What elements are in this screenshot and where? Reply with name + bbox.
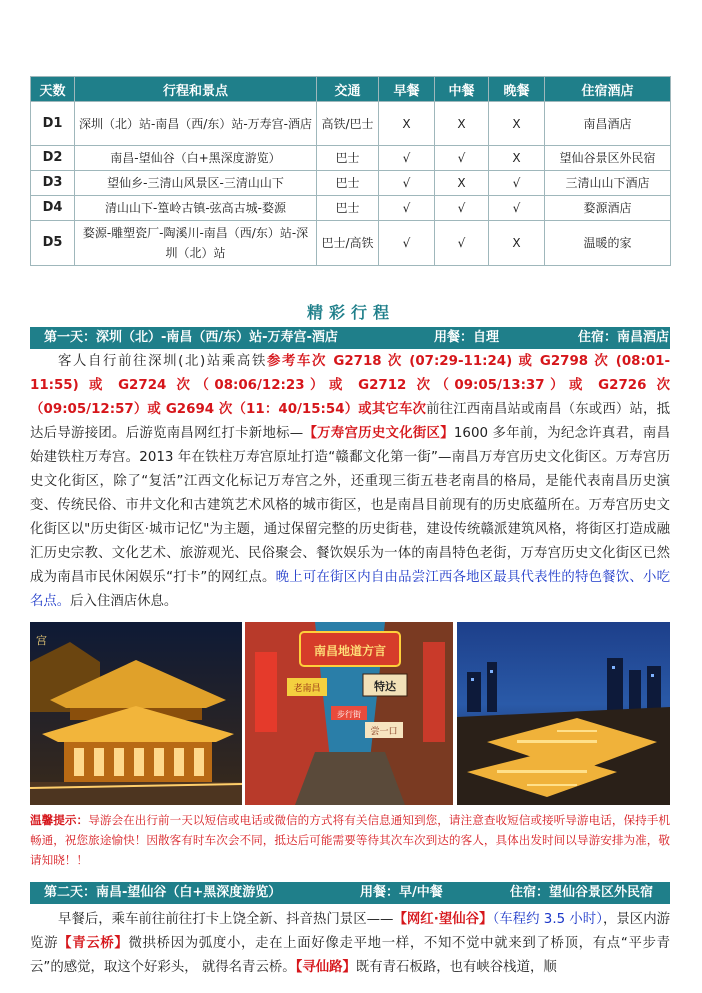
cell-route: 南昌-望仙谷（白+黑深度游览） bbox=[75, 146, 317, 171]
header-day: 天数 bbox=[31, 77, 75, 102]
cell-hotel: 温暖的家 bbox=[545, 221, 671, 266]
table-row bbox=[31, 196, 671, 221]
photo1-sign: 宫 bbox=[36, 634, 47, 647]
header-breakfast: 早餐 bbox=[379, 77, 435, 102]
cell-hotel: 三清山山下酒店 bbox=[545, 171, 671, 196]
day2-header-bar bbox=[30, 882, 670, 904]
day1-train-list: 参考车次 G2718 次 (07:29-11:24) 或 G2798 次 (08:01-11:55) 或 G2724 次（08:06/12:23）或 G2712 次（09:05/13:37）或 G2726 次（09:05/12:57）或 G2694 次（11：40/15:54）或其它车次 bbox=[30, 354, 671, 417]
table-row bbox=[31, 171, 671, 196]
itinerary-table bbox=[30, 76, 671, 266]
cell-transport: 巴士 bbox=[317, 196, 379, 221]
day2-description bbox=[30, 908, 670, 980]
day1-stay: 住宿：南昌酒店 bbox=[578, 330, 670, 345]
photo2-sign-teda: 特达 bbox=[374, 680, 396, 693]
day2-drive-time: （车程约 3.5 小时） bbox=[492, 912, 603, 927]
cell-route: 清山山下-篁岭古镇-弦高古城-婺源 bbox=[75, 196, 317, 221]
cell-lunch: X bbox=[435, 102, 489, 146]
day2-highlight-wangxiangu: 【网红·望仙谷】 bbox=[393, 912, 493, 927]
day1-description bbox=[30, 350, 670, 614]
cell-dinner: √ bbox=[489, 196, 545, 221]
photo2-sign-oldnanchang: 老南昌 bbox=[293, 684, 321, 694]
table-header-row bbox=[31, 77, 671, 102]
cell-day: D3 bbox=[31, 171, 75, 196]
header-hotel: 住宿酒店 bbox=[545, 77, 671, 102]
cell-breakfast: √ bbox=[379, 196, 435, 221]
cell-breakfast: √ bbox=[379, 146, 435, 171]
photo-wanshougong-night bbox=[30, 622, 242, 805]
day2-highlight-qingyunqiao: 【青云桥】 bbox=[58, 936, 129, 951]
photo2-sign-dialect: 南昌地道方言 bbox=[313, 644, 387, 658]
photo-nanchang-street bbox=[245, 622, 453, 805]
cell-route: 深圳（北）站-南昌（西/东）站-万寿宫-酒店 bbox=[75, 102, 317, 146]
table-row bbox=[31, 102, 671, 146]
cell-breakfast: √ bbox=[379, 171, 435, 196]
day2-xunxianlu-desc: 既有青石板路，也有峡谷栈道，顺 bbox=[355, 960, 557, 975]
cell-day: D4 bbox=[31, 196, 75, 221]
cell-day: D5 bbox=[31, 221, 75, 266]
cell-breakfast: X bbox=[379, 102, 435, 146]
cell-transport: 巴士/高铁 bbox=[317, 221, 379, 266]
day1-meal: 用餐：自理 bbox=[434, 330, 500, 345]
header-lunch: 中餐 bbox=[435, 77, 489, 102]
cell-transport: 巴士 bbox=[317, 171, 379, 196]
cell-route: 婺源-雕塑瓷厂-陶溪川-南昌（西/东）站-深圳（北）站 bbox=[75, 221, 317, 266]
section-title: 精彩行程 bbox=[306, 303, 395, 322]
day1-evening-note: 晚上可在街区内自由品尝江西各地区最具代表性的特色餐饮、小吃名点。 bbox=[30, 570, 671, 609]
table-row bbox=[31, 146, 671, 171]
cell-breakfast: √ bbox=[379, 221, 435, 266]
day1-header-bar bbox=[30, 327, 670, 349]
day1-title: 第一天：深圳（北）-南昌（西/东）站-万寿宫-酒店 bbox=[44, 330, 338, 345]
cell-transport: 巴士 bbox=[317, 146, 379, 171]
table-row bbox=[31, 221, 671, 266]
day1-highlight-wanshougong: 【万寿宫历史文化街区】 bbox=[303, 426, 454, 441]
cell-lunch: √ bbox=[435, 146, 489, 171]
day2-stay: 住宿：望仙谷景区外民宿 bbox=[510, 885, 654, 900]
cell-transport: 高铁/巴士 bbox=[317, 102, 379, 146]
header-route: 行程和景点 bbox=[75, 77, 317, 102]
day2-qingyunqiao-desc: 微拱桥因为弧度小，走在上面好像走平地一样，不知不觉中就来到了桥顶，有点“平步青云”的感觉，取这个好彩头， 就得名青云桥。 bbox=[30, 936, 671, 975]
cell-day: D1 bbox=[31, 102, 75, 146]
day1-intro: 客人自行前往深圳(北)站乘高铁 bbox=[58, 354, 267, 369]
photo-city-aerial-night bbox=[457, 622, 670, 805]
day2-meal: 用餐：早/中餐 bbox=[360, 885, 443, 900]
day1-end: 后入住酒店休息。 bbox=[70, 594, 178, 609]
tip-label: 温馨提示： bbox=[30, 813, 89, 827]
cell-dinner: X bbox=[489, 102, 545, 146]
tip-text: 导游会在出行前一天以短信或电话或微信的方式将有关信息通知到您，请注意查收短信或接听导游电话，保持手机畅通，祝您旅途愉快！因散客有时车次会不同，抵达后可能需要等待其次车次到达的客人，具体出发时间以导游安排为准，敬请知晓！！ bbox=[30, 813, 670, 867]
cell-hotel: 南昌酒店 bbox=[545, 102, 671, 146]
cell-hotel: 婺源酒店 bbox=[545, 196, 671, 221]
header-dinner: 晚餐 bbox=[489, 77, 545, 102]
cell-dinner: √ bbox=[489, 171, 545, 196]
day2-tour-intro: ，景区内游览游 bbox=[30, 912, 671, 951]
photo2-sign-bite: 尝一口 bbox=[370, 727, 398, 737]
cell-lunch: √ bbox=[435, 196, 489, 221]
cell-dinner: X bbox=[489, 146, 545, 171]
header-transport: 交通 bbox=[317, 77, 379, 102]
cell-route: 望仙乡-三清山风景区-三清山山下 bbox=[75, 171, 317, 196]
day1-transfer: 前往江西南昌站或南昌（东或西）站，抵达后导游接团。后游览南昌网红打卡新地标— bbox=[30, 402, 670, 441]
cell-hotel: 望仙谷景区外民宿 bbox=[545, 146, 671, 171]
travel-tip bbox=[30, 810, 670, 870]
cell-dinner: X bbox=[489, 221, 545, 266]
day1-wanshougong-history: 1600 多年前，为纪念许真君，南昌始建铁柱万寿宫。2013 年在铁柱万寿宫原址打造“赣鄱文化第一街”—南昌万寿宫历史文化街区。万寿宫历史文化街区，除了“复活”江西文化标记万寿宫之外，还重现三街五巷老南昌的格局，是能代表南昌历史演变、传统民俗、市井文化和古建筑艺术风格的城市街区，也是南昌目前现有的历史底蕴所在。万寿宫历史文化街区以"历史街区·城市记忆"为主题，通过保留完整的历史街巷，建设传统赣派建筑风格，将街区打造成融汇历史宗教、文化艺术、旅游观光、民俗聚会、餐饮娱乐为一体的南昌特色老街，万寿宫历史文化街区已然成为南昌市民休闲娱乐“打卡”的网红点。 bbox=[30, 426, 671, 585]
day2-title: 第二天：南昌-望仙谷（白+黑深度游览） bbox=[44, 885, 282, 900]
cell-lunch: X bbox=[435, 171, 489, 196]
photo2-sign-walkingstreet: 步行街 bbox=[337, 710, 361, 719]
cell-lunch: √ bbox=[435, 221, 489, 266]
cell-day: D2 bbox=[31, 146, 75, 171]
day2-highlight-xunxianlu: 【寻仙路】 bbox=[295, 960, 356, 975]
day2-intro: 早餐后，乘车前往前往打卡上饶全新、抖音热门景区—— bbox=[58, 912, 394, 927]
